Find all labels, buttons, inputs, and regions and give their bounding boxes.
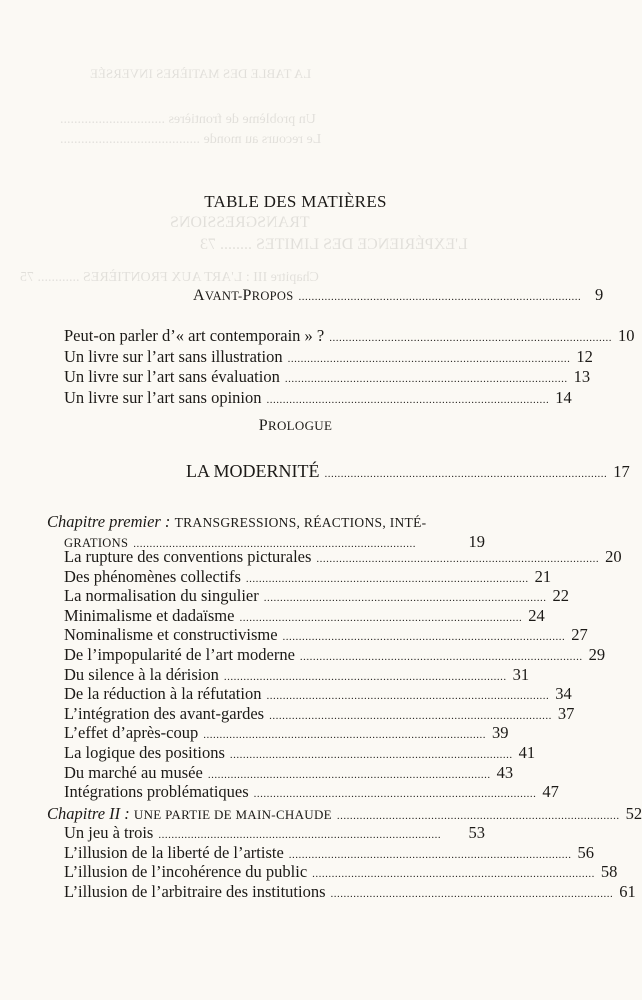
toc-page-number: 41 <box>518 743 536 762</box>
toc-page-number: 27 <box>571 625 588 645</box>
toc-entry-label: L’illusion de l’arbitraire des institutions <box>64 881 326 901</box>
toc-entry[interactable] <box>64 326 635 348</box>
dot-leader: ....................................................................................... <box>158 829 442 841</box>
toc-page-number: 20 <box>605 547 622 566</box>
dot-leader: ....................................................................................... <box>253 788 537 801</box>
dot-leader: ....................................................................................... <box>330 887 614 900</box>
toc-entry-label: Un livre sur l’art sans illustration <box>64 346 283 366</box>
toc-page-number: 13 <box>573 367 591 386</box>
dot-leader: ....................................................................................... <box>266 393 550 406</box>
toc-entry-label: L’intégration des avant-gardes <box>64 703 265 723</box>
dot-leader: ....................................................................................... <box>324 468 608 480</box>
toc-entry-label: Intégrations problématiques <box>64 782 249 802</box>
toc-page-number: 43 <box>496 762 514 782</box>
toc-page-number: 58 <box>600 862 618 882</box>
toc-entry-label: De la réduction à la réfutation <box>64 684 262 704</box>
toc-page-number: 14 <box>555 387 572 407</box>
toc-page-number: 47 <box>542 782 559 802</box>
dot-leader: ....................................................................................... <box>287 352 571 365</box>
toc-page-number: 31 <box>512 664 530 684</box>
dot-leader: ....................................................................................... <box>298 291 582 303</box>
dot-leader: ....................................................................................... <box>245 572 529 585</box>
show-through-line: LA TABLE DES MATIÈRES INVERSÉE <box>90 66 312 81</box>
dot-leader: ....................................................................................... <box>207 768 491 781</box>
toc-page-number: 39 <box>491 723 509 743</box>
dot-leader: ....................................................................................... <box>316 553 600 565</box>
toc-entry-label: La rupture des conventions picturales <box>64 547 312 566</box>
toc-page-number: 52 <box>625 804 642 823</box>
toc-entry-label: Peut-on parler d’« art contemporain » ? <box>64 326 325 345</box>
toc-entry-label: De l’impopularité de l’art moderne <box>64 645 295 664</box>
chapter-prefix: Chapitre premier : <box>47 512 171 531</box>
toc-page-number: 21 <box>534 566 552 586</box>
dot-leader: ....................................................................................... <box>266 690 550 703</box>
toc-entry[interactable] <box>64 387 572 410</box>
toc-entry[interactable] <box>64 881 636 904</box>
toc-entry-label: L’effet d’après-coup <box>64 723 199 743</box>
dot-leader: ....................................................................................... <box>288 848 572 861</box>
dot-leader: ....................................................................................... <box>329 332 612 344</box>
chapter-title-continued: GRATIONS <box>64 536 129 550</box>
toc-page-number: 53 <box>468 823 485 842</box>
chapter-heading-1-line-1[interactable] <box>47 512 485 533</box>
toc-entry[interactable] <box>64 346 593 369</box>
toc-page-number: 34 <box>555 684 572 704</box>
toc-entry-label: Un jeu à trois <box>64 823 154 842</box>
dot-leader: ....................................................................................... <box>284 373 568 385</box>
toc-entry-label: Du marché au musée <box>64 762 203 782</box>
toc-entry-label: La normalisation du singulier <box>64 586 259 606</box>
toc-entry-label: Un livre sur l’art sans opinion <box>64 387 262 407</box>
show-through-line: Le recours au monde ........................................ <box>60 132 322 147</box>
toc-entry-label: La logique des positions <box>64 743 225 762</box>
show-through-line: TRANSGRESSIONS <box>170 214 310 231</box>
show-through-line: Chapitre III : L'ART AUX FRONTIÈRES ............ 75 <box>20 270 319 285</box>
chapter-prefix: Chapitre II : <box>47 804 130 823</box>
toc-page-number: 9 <box>594 285 604 304</box>
toc-entry-label: Minimalisme et dadaïsme <box>64 605 235 625</box>
toc-entry-label: Du silence à la dérision <box>64 664 219 684</box>
dot-leader: ....................................................................................... <box>229 749 513 761</box>
toc-entry-label: LA MODERNITÉ <box>186 461 320 481</box>
toc-page-number: 56 <box>577 842 595 862</box>
toc-entry-label: AVANT-PROPOS <box>193 287 294 304</box>
toc-page-number: 24 <box>528 605 545 625</box>
toc-entry[interactable] <box>64 782 559 804</box>
chapter-title: TRANSGRESSIONS, RÉACTIONS, INTÉ- <box>174 515 427 530</box>
show-through-line: Un problème de frontières .............................. <box>60 112 316 127</box>
dot-leader: ....................................................................................... <box>299 651 583 663</box>
dot-leader: ....................................................................................... <box>133 538 416 550</box>
toc-entry-label: Nominalisme et constructivisme <box>64 625 278 645</box>
toc-page-number: 10 <box>618 326 635 345</box>
toc-entry-label: L’illusion de la liberté de l’artiste <box>64 842 284 862</box>
toc-entry-avant-propos[interactable] <box>193 285 604 307</box>
toc-page-number: 22 <box>552 586 570 606</box>
dot-leader: ....................................................................................... <box>336 810 620 822</box>
page-title: TABLE DES MATIÈRES <box>204 192 387 211</box>
toc-entry-label: L’illusion de l’incohérence du public <box>64 862 308 882</box>
toc-entry-prologue[interactable] <box>186 461 630 484</box>
prologue-label: PROLOGUE <box>258 417 333 434</box>
dot-leader: ....................................................................................... <box>223 670 507 683</box>
toc-page-number: 19 <box>468 532 485 551</box>
toc-page-number: 37 <box>557 703 575 723</box>
show-through-line: L'EXPÉRIENCE DES LIMITES ........ 73 <box>200 236 468 253</box>
dot-leader: ....................................................................................... <box>269 709 552 722</box>
chapter-title: UNE PARTIE DE MAIN-CHAUDE <box>133 807 332 822</box>
toc-entry-label: Des phénomènes collectifs <box>64 566 241 586</box>
toc-page-number: 12 <box>576 346 593 366</box>
toc-page-number: 17 <box>613 462 630 481</box>
toc-entry-label: Un livre sur l’art sans évaluation <box>64 367 280 386</box>
dot-leader: ....................................................................................... <box>282 631 566 644</box>
dot-leader: ....................................................................................... <box>203 729 486 742</box>
dot-leader: ....................................................................................... <box>263 592 547 605</box>
toc-entry[interactable] <box>64 367 591 389</box>
dot-leader: ....................................................................................... <box>312 868 595 881</box>
toc-page-number: 29 <box>588 645 606 664</box>
toc-page-number: 61 <box>619 881 636 901</box>
dot-leader: ....................................................................................... <box>239 611 523 624</box>
